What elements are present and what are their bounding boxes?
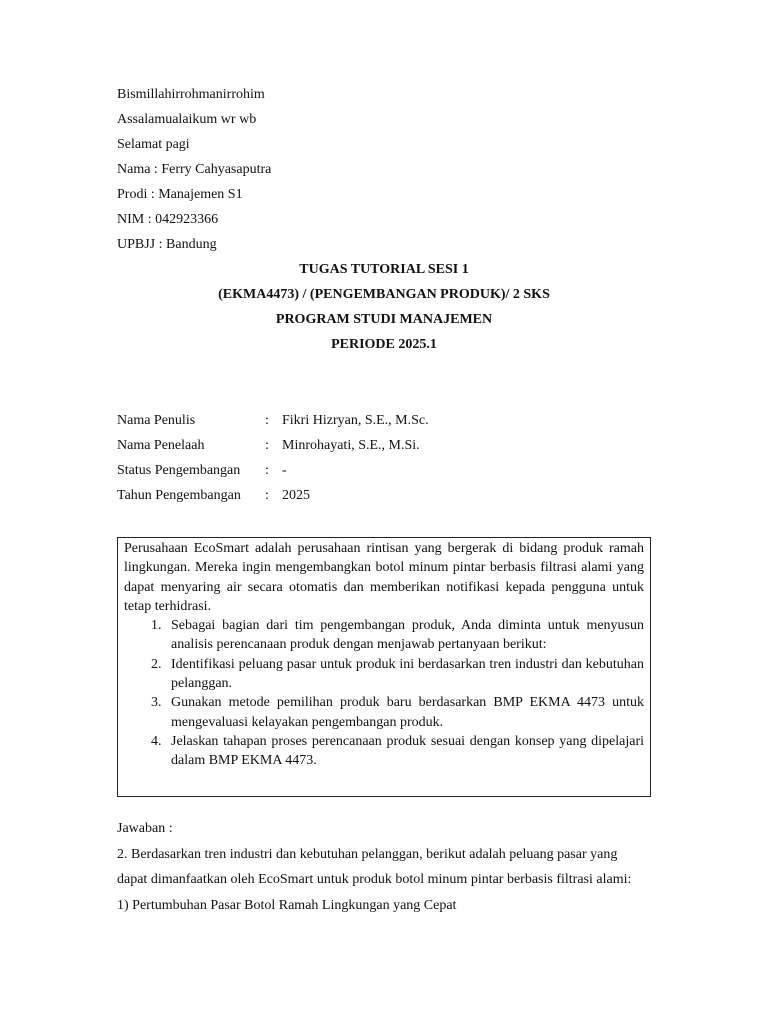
metadata-row [117, 435, 517, 460]
period-title: PERIODE 2025.1 [331, 337, 437, 352]
assignment-title-block [117, 259, 651, 359]
greeting-line: Selamat pagi [117, 137, 190, 152]
metadata-colon: : [265, 463, 269, 478]
student-nim: NIM : 042923366 [117, 212, 219, 227]
metadata-value: Fikri Hizryan, S.E., M.Sc. [282, 413, 429, 428]
assignment-title: TUGAS TUTORIAL SESI 1 [299, 262, 469, 277]
answer-line: 2. Berdasarkan tren industri dan kebutuhan pelanggan, berikut adalah peluang pasar yang [117, 846, 618, 862]
metadata-table [117, 410, 517, 510]
case-intro: Perusahaan EcoSmart adalah perusahaan rintisan yang bergerak di bidang produk ramah lingkungan. Mereka ingin mengembangkan botol minum pintar berbasis filtrasi alami yang dapat menyaring air secara otomatis dan memberikan notifikasi kepada pengguna untuk tetap terhidrasi. [124, 541, 644, 614]
greeting-line: Bismillahirrohmanirrohim [117, 87, 265, 102]
metadata-value: Minrohayati, S.E., M.Si. [282, 438, 420, 453]
answer-line: 1) Pertumbuhan Pasar Botol Ramah Lingkungan yang Cepat [117, 897, 457, 913]
case-study-box [117, 537, 651, 797]
student-program: Prodi : Manajemen S1 [117, 187, 243, 202]
metadata-colon: : [265, 438, 269, 453]
course-title: (EKMA4473) / (PENGEMBANGAN PRODUK)/ 2 SKS [218, 287, 550, 302]
metadata-row [117, 410, 517, 435]
student-name: Nama : Ferry Cahyasaputra [117, 162, 272, 177]
question-list [124, 616, 644, 770]
metadata-colon: : [265, 413, 269, 428]
answer-line: dapat dimanfaatkan oleh EcoSmart untuk produk botol minum pintar berbasis filtrasi alami: [117, 872, 632, 887]
metadata-value: - [282, 463, 287, 478]
metadata-label: Nama Penelaah [117, 438, 205, 453]
metadata-colon: : [265, 488, 269, 503]
metadata-label: Status Pengembangan [117, 463, 241, 478]
metadata-row [117, 485, 517, 510]
greeting-line: Assalamualaikum wr wb [117, 112, 257, 127]
metadata-label: Tahun Pengembangan [117, 488, 241, 503]
answer-label: Jawaban : [117, 821, 173, 836]
question-item: 1. Sebagai bagian dari tim pengembangan produk, Anda diminta untuk menyusun analisis perencanaan produk dengan menjawab pertanyaan berikut: [165, 616, 644, 655]
question-item: 4. Jelaskan tahapan proses perencanaan produk sesuai dengan konsep yang dipelajari dalam BMP EKMA 4473. [165, 732, 644, 771]
answer-section [117, 818, 657, 920]
metadata-label: Nama Penulis [117, 413, 196, 428]
greeting-block [117, 84, 271, 259]
question-item: 3. Gunakan metode pemilihan produk baru berdasarkan BMP EKMA 4473 untuk mengevaluasi kelayakan pengembangan produk. [165, 693, 644, 732]
question-item: 2. Identifikasi peluang pasar untuk produk ini berdasarkan tren industri dan kebutuhan pelanggan. [165, 655, 644, 694]
metadata-row [117, 460, 517, 485]
metadata-value: 2025 [282, 488, 310, 503]
program-title: PROGRAM STUDI MANAJEMEN [275, 312, 493, 327]
student-upbjj: UPBJJ : Bandung [117, 237, 217, 252]
